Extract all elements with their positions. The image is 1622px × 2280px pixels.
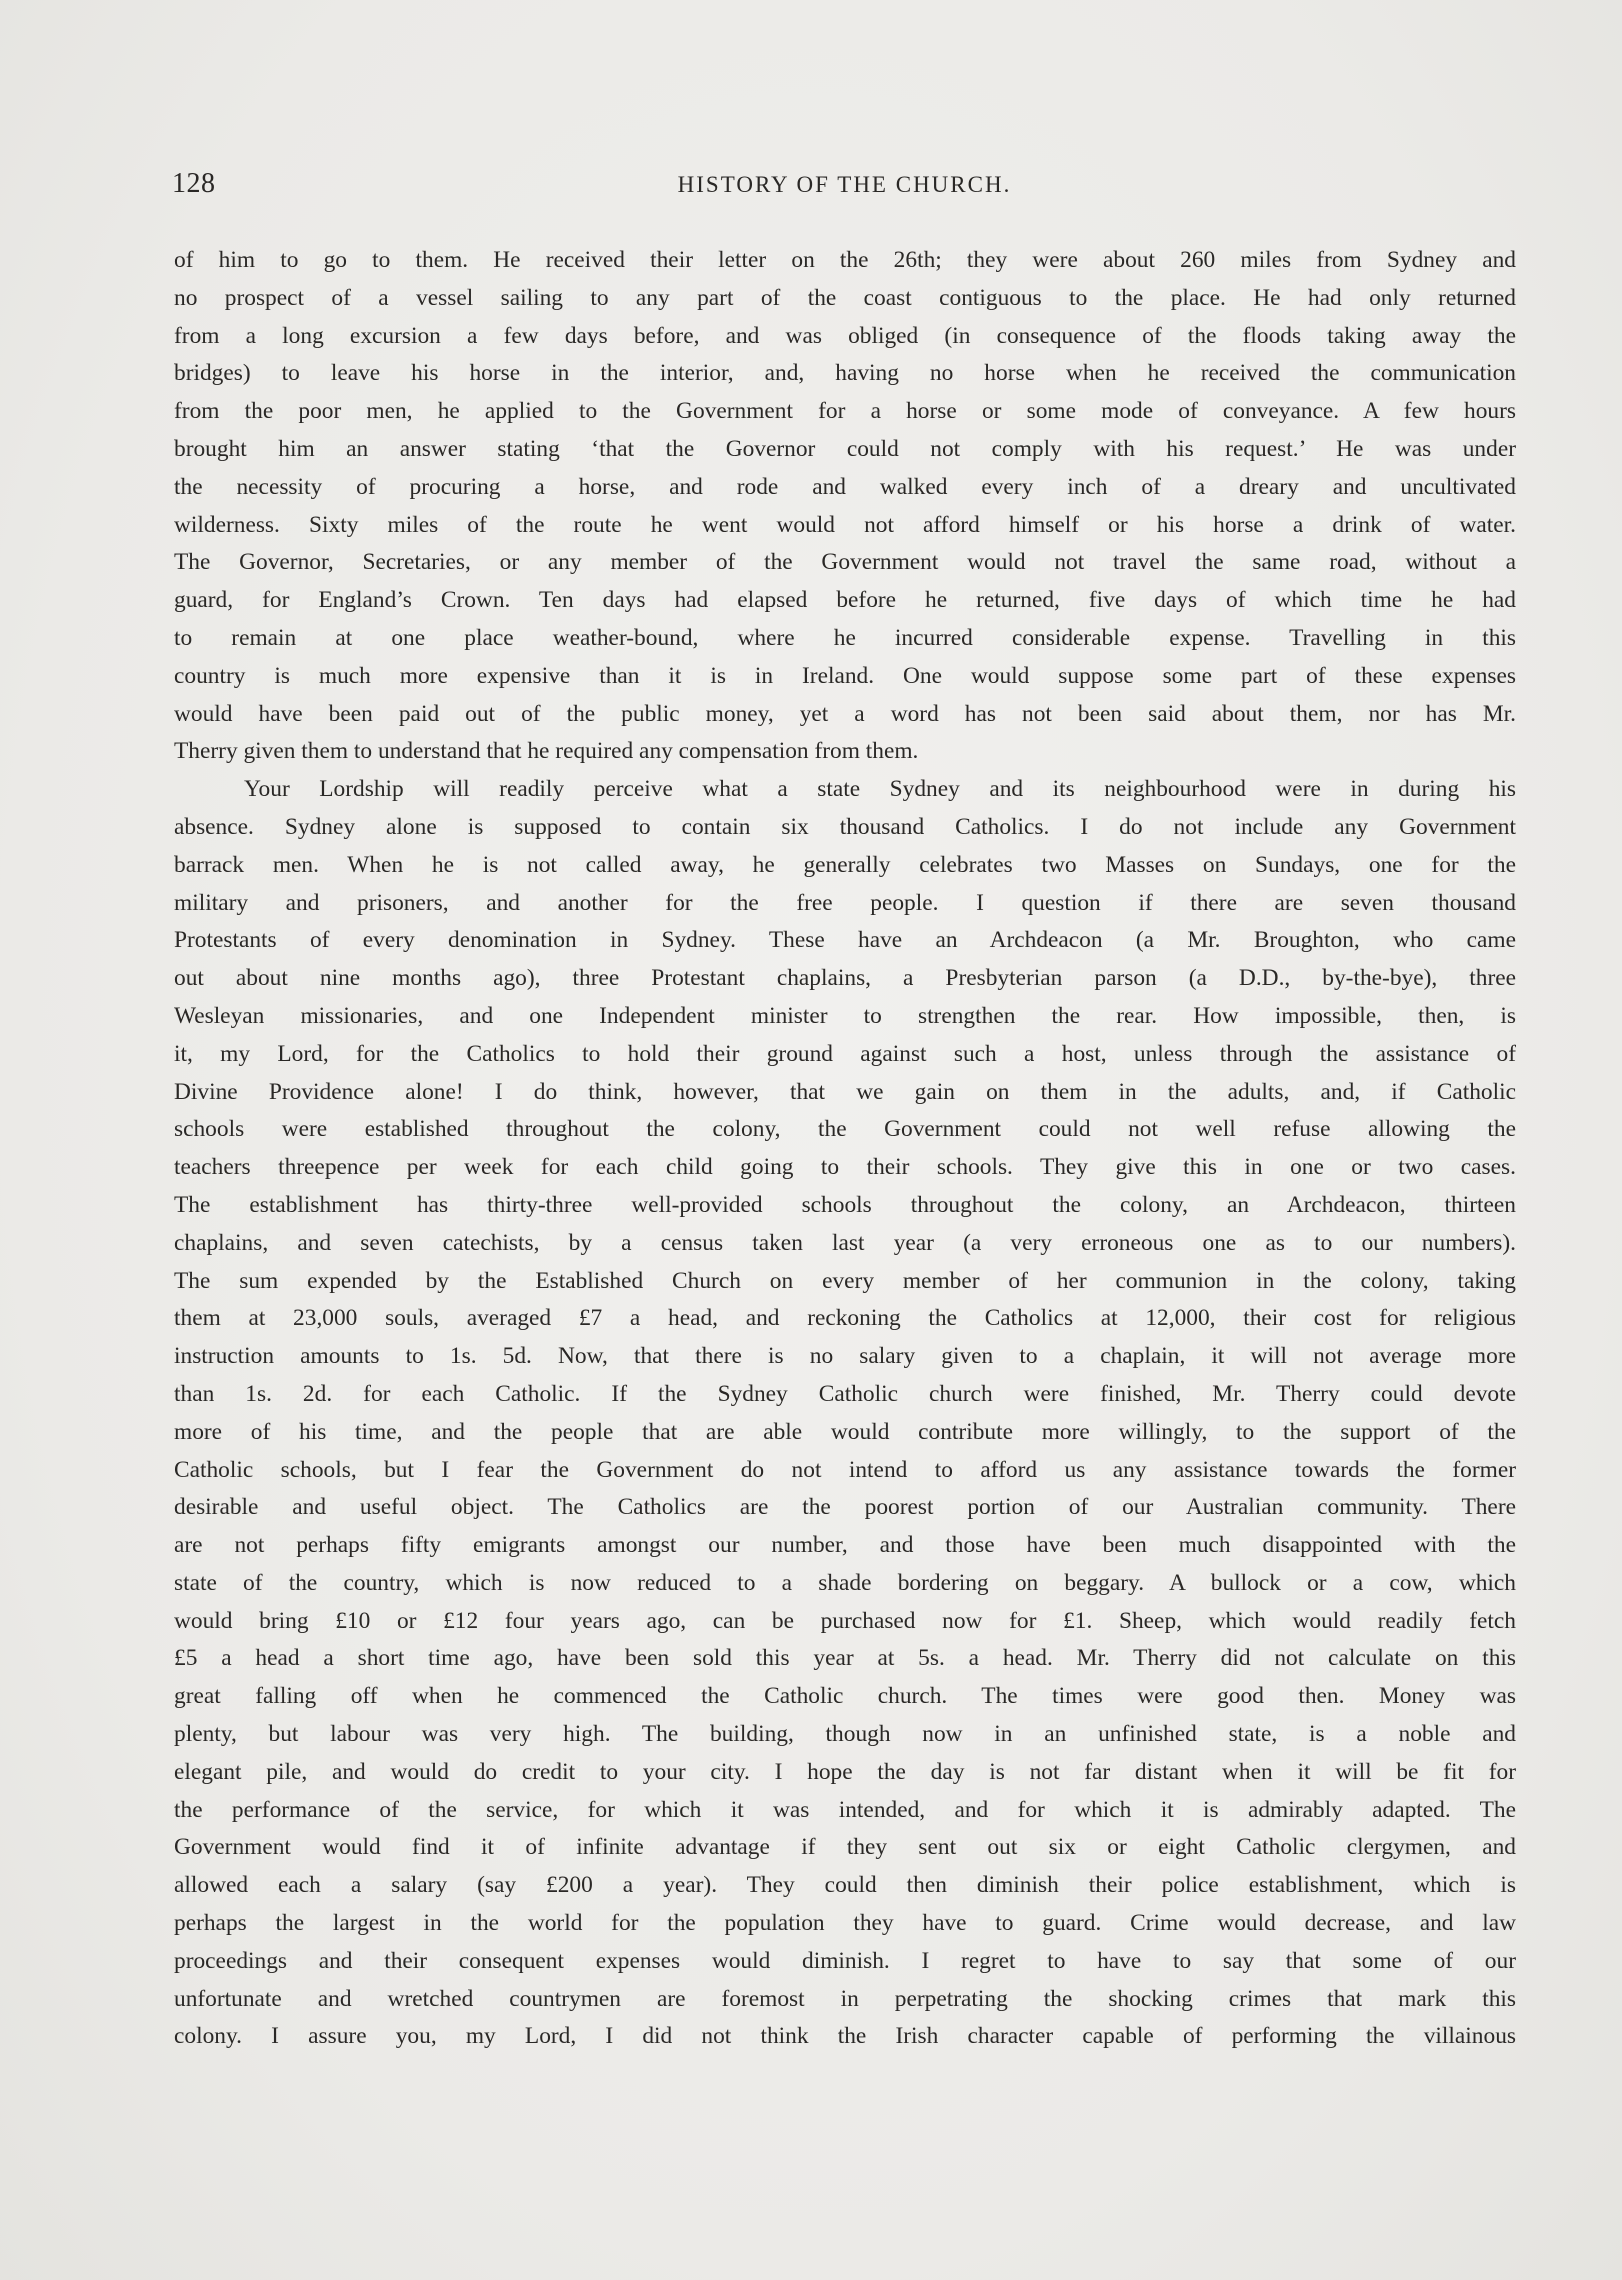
text-line: the necessity of procuring a horse, and rode and walked every inch of a dreary and uncultivated <box>174 473 1516 500</box>
text-line: out about nine months ago), three Protestant chaplains, a Presbyterian parson (a D.D., by-the-bye), three <box>174 965 1516 992</box>
text-line: would have been paid out of the public money, yet a word has not been said about them, nor has Mr. <box>174 700 1516 727</box>
text-line: The establishment has thirty-three well-provided schools throughout the colony, an Archdeacon, thirteen <box>174 1191 1516 1218</box>
text-line: the performance of the service, for which it was intended, and for which it is admirably adapted. The <box>174 1796 1516 1823</box>
text-line: it, my Lord, for the Catholics to hold their ground against such a host, unless through the assistance of <box>174 1040 1516 1067</box>
running-title: HISTORY OF THE CHURCH. <box>677 172 1012 197</box>
text-line: Government would find it of infinite advantage if they sent out six or eight Catholic clergymen, and <box>174 1834 1516 1861</box>
text-line: teachers threepence per week for each child going to their schools. They give this in one or two cases. <box>174 1154 1516 1181</box>
text-line: from a long excursion a few days before, and was obliged (in consequence of the floods taking away the <box>174 322 1516 349</box>
text-line: instruction amounts to 1s. 5d. Now, that there is no salary given to a chaplain, it will not average more <box>174 1343 1516 1370</box>
text-line: wilderness. Sixty miles of the route he went would not afford himself or his horse a drink of water. <box>174 511 1516 538</box>
text-line: guard, for England’s Crown. Ten days had elapsed before he returned, five days of which time he had <box>174 587 1516 614</box>
text-line: from the poor men, he applied to the Government for a horse or some mode of conveyance. A few hours <box>174 398 1516 425</box>
text-line: elegant pile, and would do credit to your city. I hope the day is not far distant when it will be fit for <box>174 1758 1516 1785</box>
text-line: more of his time, and the people that are able would contribute more willingly, to the support of the <box>174 1418 1516 1445</box>
text-line: £5 a head a short time ago, have been sold this year at 5s. a head. Mr. Therry did not calculate on this <box>174 1645 1516 1672</box>
text-line: Protestants of every denomination in Sydney. These have an Archdeacon (a Mr. Broughton, who came <box>174 927 1516 954</box>
text-line: to remain at one place weather-bound, where he incurred considerable expense. Travelling in this <box>174 624 1516 651</box>
text-line: Catholic schools, but I fear the Government do not intend to afford us any assistance towards the former <box>174 1456 1516 1483</box>
text-line: absence. Sydney alone is supposed to contain six thousand Catholics. I do not include any Government <box>174 813 1516 840</box>
text-line: desirable and useful object. The Catholics are the poorest portion of our Australian community. There <box>174 1494 1516 1521</box>
text-line: of him to go to them. He received their letter on the 26th; they were about 260 miles from Sydney and <box>174 247 1516 273</box>
text-line: colony. I assure you, my Lord, I did not think the Irish character capable of performing the villainous <box>174 2023 1516 2050</box>
text-line: them at 23,000 souls, averaged £7 a head, and reckoning the Catholics at 12,000, their cost for religious <box>174 1305 1516 1332</box>
text-line: brought him an answer stating ‘that the Governor could not comply with his request.’ He was under <box>174 435 1516 462</box>
text-line: state of the country, which is now reduced to a shade bordering on beggary. A bullock or a cow, which <box>174 1569 1516 1596</box>
text-line: Your Lordship will readily perceive what a state Sydney and its neighbourhood were in during his <box>244 776 1516 803</box>
text-line: unfortunate and wretched countrymen are foremost in perpetrating the shocking crimes that mark this <box>174 1985 1516 2012</box>
page-header <box>172 168 1517 208</box>
text-line: plenty, but labour was very high. The building, though now in an unfinished state, is a noble and <box>174 1721 1516 1748</box>
text-line: chaplains, and seven catechists, by a census taken last year (a very erroneous one as to our numbers). <box>174 1229 1516 1256</box>
text-line: are not perhaps fifty emigrants amongst our number, and those have been much disappointed with the <box>174 1532 1516 1559</box>
text-line: The Governor, Secretaries, or any member of the Government would not travel the same road, without a <box>174 549 1516 576</box>
text-line: no prospect of a vessel sailing to any part of the coast contiguous to the place. He had only returned <box>174 284 1516 311</box>
text-line: schools were established throughout the colony, the Government could not well refuse allowing the <box>174 1116 1516 1143</box>
text-line: military and prisoners, and another for the free people. I question if there are seven thousand <box>174 889 1516 916</box>
text-line: allowed each a salary (say £200 a year). They could then diminish their police establishment, which is <box>174 1872 1516 1899</box>
text-line: Wesleyan missionaries, and one Independent minister to strengthen the rear. How impossible, then, is <box>174 1002 1516 1029</box>
text-line: Therry given them to understand that he required any compensation from them. <box>174 738 919 765</box>
page-number: 128 <box>172 168 216 199</box>
text-line: would bring £10 or £12 four years ago, can be purchased now for £1. Sheep, which would readily fetch <box>174 1607 1516 1634</box>
text-line: Divine Providence alone! I do think, however, that we gain on them in the adults, and, if Catholic <box>174 1078 1516 1105</box>
text-line: proceedings and their consequent expenses would diminish. I regret to have to say that some of our <box>174 1947 1516 1974</box>
text-line: perhaps the largest in the world for the population they have to guard. Crime would decrease, and law <box>174 1910 1516 1937</box>
body-text <box>174 242 1516 2056</box>
text-line: country is much more expensive than it is in Ireland. One would suppose some part of these expenses <box>174 662 1516 689</box>
text-line: bridges) to leave his horse in the interior, and, having no horse when he received the communication <box>174 360 1516 387</box>
text-line: barrack men. When he is not called away, he generally celebrates two Masses on Sundays, one for the <box>174 851 1516 878</box>
text-line: great falling off when he commenced the Catholic church. The times were good then. Money was <box>174 1683 1516 1710</box>
text-line: The sum expended by the Established Church on every member of her communion in the colony, taking <box>174 1267 1516 1294</box>
text-line: than 1s. 2d. for each Catholic. If the Sydney Catholic church were finished, Mr. Therry could devote <box>174 1380 1516 1407</box>
